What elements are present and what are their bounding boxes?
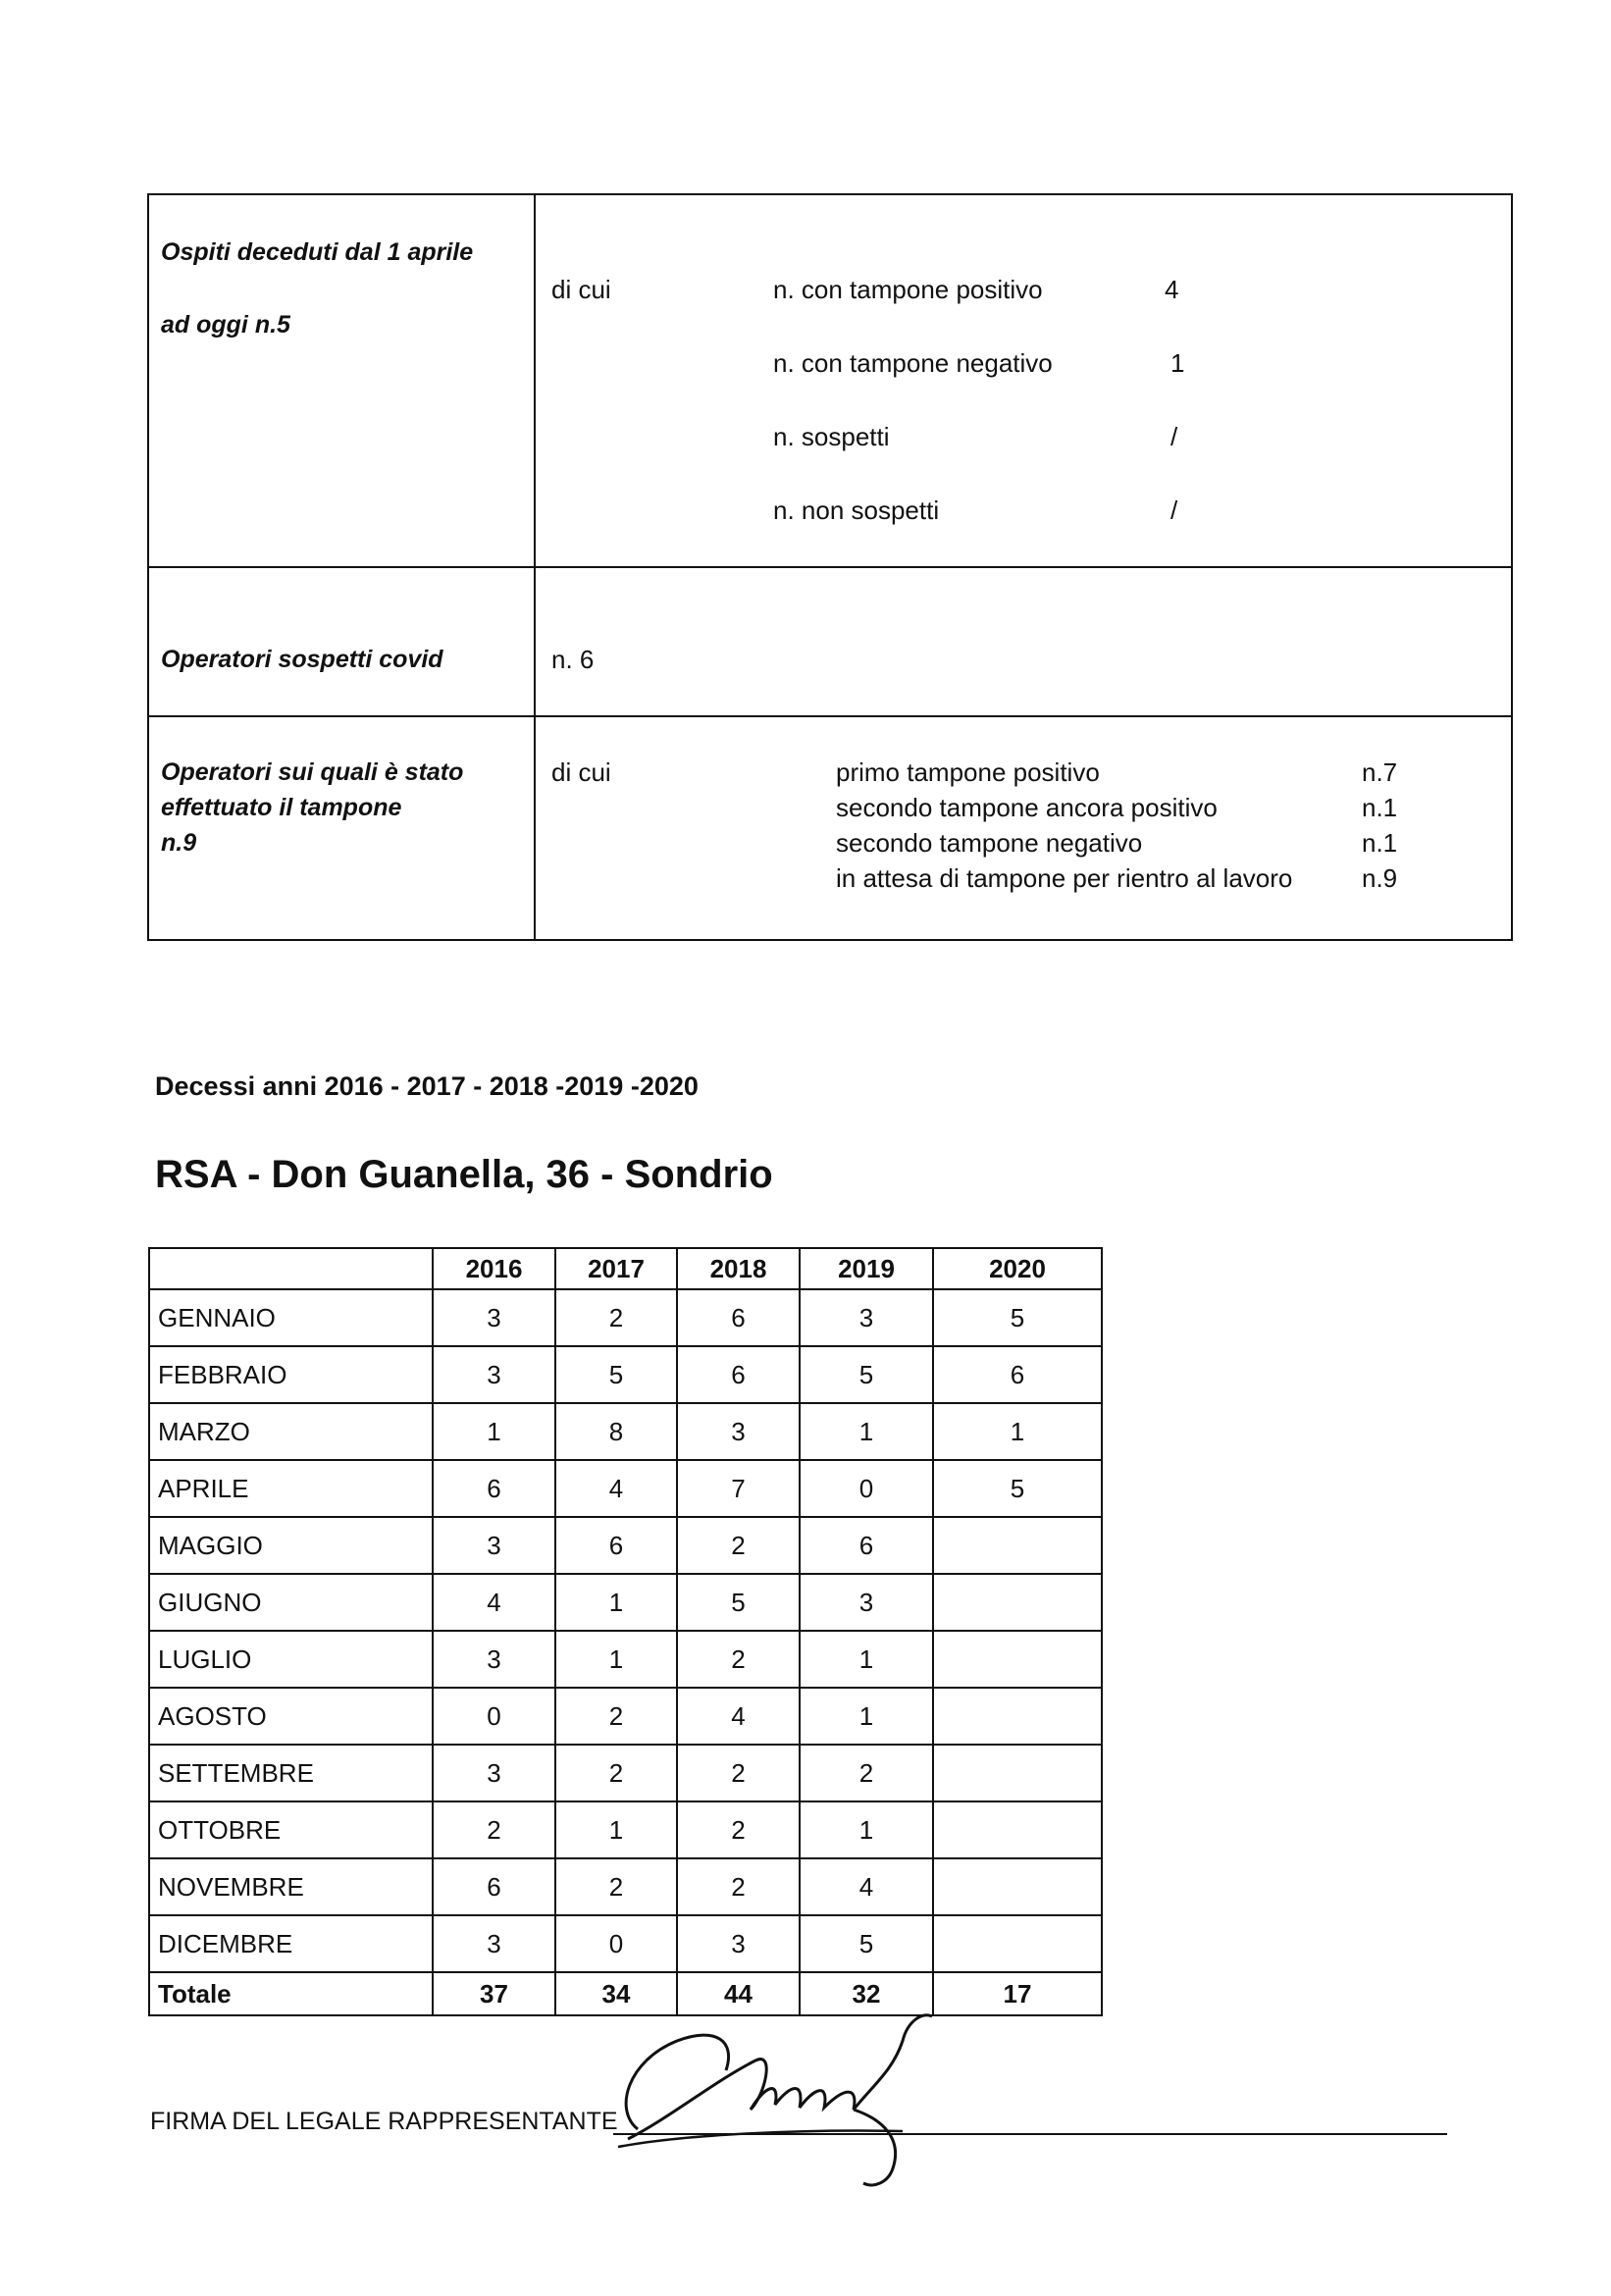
ospiti-item-label: n. con tampone positivo	[773, 275, 1043, 304]
tampone-item-label: in attesa di tampone per rientro al lavoro	[836, 863, 1293, 893]
value-cell: 3	[677, 1403, 800, 1460]
value-cell: 1	[800, 1403, 933, 1460]
month-cell: SETTEMBRE	[149, 1745, 433, 1801]
tampone-item-value: n.9	[1362, 863, 1398, 893]
value-cell: 2	[677, 1801, 800, 1858]
value-cell	[933, 1688, 1102, 1745]
table-row	[149, 1460, 1102, 1517]
value-cell: 5	[800, 1915, 933, 1972]
ospiti-item-label: n. sospetti	[773, 422, 890, 451]
deaths-by-month-table	[148, 1247, 1103, 2016]
value-cell	[933, 1801, 1102, 1858]
table-row	[149, 1346, 1102, 1403]
header-year: 2019	[800, 1248, 933, 1289]
value-cell	[933, 1915, 1102, 1972]
row-divider	[149, 566, 1511, 568]
value-cell: 3	[433, 1346, 555, 1403]
value-cell: 2	[555, 1688, 677, 1745]
header-year: 2016	[433, 1248, 555, 1289]
value-cell: 2	[677, 1517, 800, 1574]
value-cell: 1	[555, 1574, 677, 1631]
value-cell: 1	[555, 1631, 677, 1688]
value-cell: 6	[555, 1517, 677, 1574]
value-cell: 0	[433, 1688, 555, 1745]
value-cell: 2	[800, 1745, 933, 1801]
table-header-row	[149, 1248, 1102, 1289]
month-cell: DICEMBRE	[149, 1915, 433, 1972]
di-cui-label: di cui	[551, 275, 611, 304]
header-year: 2017	[555, 1248, 677, 1289]
value-cell: 3	[677, 1915, 800, 1972]
value-cell: 4	[677, 1688, 800, 1745]
value-cell: 1	[555, 1801, 677, 1858]
decessi-heading: Decessi anni 2016 - 2017 - 2018 -2019 -2020	[155, 1071, 699, 1101]
value-cell: 5	[677, 1574, 800, 1631]
operatori-tampone-label-line2: effettuato il tampone	[161, 794, 402, 821]
table-row	[149, 1631, 1102, 1688]
value-cell: 4	[800, 1858, 933, 1915]
value-cell: 5	[933, 1289, 1102, 1346]
ospiti-item-value: /	[1170, 496, 1178, 525]
value-cell: 2	[555, 1745, 677, 1801]
value-cell	[933, 1631, 1102, 1688]
value-cell: 5	[933, 1460, 1102, 1517]
value-cell: 3	[800, 1289, 933, 1346]
operatori-tampone-label-line3: n.9	[161, 829, 197, 857]
operatori-sospetti-label: Operatori sospetti covid	[161, 646, 443, 673]
table-row	[149, 1403, 1102, 1460]
value-cell	[933, 1858, 1102, 1915]
rsa-heading: RSA - Don Guanella, 36 - Sondrio	[155, 1153, 773, 1196]
value-cell: 3	[433, 1289, 555, 1346]
month-cell: MAGGIO	[149, 1517, 433, 1574]
total-cell: 37	[433, 1972, 555, 2015]
value-cell: 1	[800, 1688, 933, 1745]
value-cell: 6	[433, 1858, 555, 1915]
header-cell-empty	[149, 1248, 433, 1289]
tampone-item-label: secondo tampone ancora positivo	[836, 793, 1218, 822]
value-cell: 2	[677, 1858, 800, 1915]
table-row	[149, 1517, 1102, 1574]
ospiti-item-label: n. non sospetti	[773, 496, 940, 525]
header-year: 2020	[933, 1248, 1102, 1289]
value-cell: 1	[800, 1631, 933, 1688]
value-cell: 3	[433, 1745, 555, 1801]
table-row	[149, 1289, 1102, 1346]
table-row	[149, 1745, 1102, 1801]
ospiti-item-value: 1	[1170, 348, 1185, 378]
table-row	[149, 1688, 1102, 1745]
total-cell: 32	[800, 1972, 933, 2015]
value-cell: 2	[555, 1858, 677, 1915]
value-cell: 1	[800, 1801, 933, 1858]
value-cell: 0	[555, 1915, 677, 1972]
tampone-item-label: primo tampone positivo	[836, 757, 1100, 787]
month-cell: LUGLIO	[149, 1631, 433, 1688]
value-cell: 3	[433, 1915, 555, 1972]
value-cell: 1	[433, 1403, 555, 1460]
value-cell: 2	[555, 1289, 677, 1346]
di-cui-label: di cui	[551, 757, 611, 787]
value-cell: 5	[555, 1346, 677, 1403]
month-cell: APRILE	[149, 1460, 433, 1517]
table-row	[149, 1801, 1102, 1858]
table-row	[149, 1574, 1102, 1631]
total-cell: 17	[933, 1972, 1102, 2015]
header-year: 2018	[677, 1248, 800, 1289]
handwritten-signature	[608, 2002, 961, 2198]
total-cell: 34	[555, 1972, 677, 2015]
tampone-item-value: n.7	[1362, 757, 1398, 787]
value-cell	[933, 1745, 1102, 1801]
ospiti-label-line1: Ospiti deceduti dal 1 aprile	[161, 238, 474, 266]
table-row	[149, 1915, 1102, 1972]
month-cell: FEBBRAIO	[149, 1346, 433, 1403]
value-cell: 3	[800, 1574, 933, 1631]
value-cell: 4	[433, 1574, 555, 1631]
value-cell: 2	[433, 1801, 555, 1858]
total-cell: 44	[677, 1972, 800, 2015]
value-cell: 6	[933, 1346, 1102, 1403]
ospiti-item-value: 4	[1165, 275, 1179, 304]
tampone-item-label: secondo tampone negativo	[836, 828, 1143, 858]
month-cell: NOVEMBRE	[149, 1858, 433, 1915]
row-divider	[149, 715, 1511, 717]
value-cell: 2	[677, 1745, 800, 1801]
value-cell: 6	[677, 1346, 800, 1403]
value-cell: 6	[677, 1289, 800, 1346]
value-cell: 8	[555, 1403, 677, 1460]
month-cell: OTTOBRE	[149, 1801, 433, 1858]
value-cell: 6	[433, 1460, 555, 1517]
value-cell	[933, 1517, 1102, 1574]
ospiti-item-label: n. con tampone negativo	[773, 348, 1053, 378]
operatori-sospetti-value: n. 6	[551, 645, 595, 674]
signature-label: FIRMA DEL LEGALE RAPPRESENTANTE	[150, 2108, 618, 2135]
total-label: Totale	[149, 1972, 433, 2015]
table-row	[149, 1858, 1102, 1915]
top-summary-table	[147, 193, 1513, 941]
value-cell: 0	[800, 1460, 933, 1517]
month-cell: GIUGNO	[149, 1574, 433, 1631]
value-cell: 2	[677, 1631, 800, 1688]
value-cell: 3	[433, 1631, 555, 1688]
value-cell	[933, 1574, 1102, 1631]
month-cell: MARZO	[149, 1403, 433, 1460]
ospiti-item-value: /	[1170, 422, 1178, 451]
value-cell: 4	[555, 1460, 677, 1517]
tampone-item-value: n.1	[1362, 793, 1398, 822]
value-cell: 7	[677, 1460, 800, 1517]
month-cell: AGOSTO	[149, 1688, 433, 1745]
month-cell: GENNAIO	[149, 1289, 433, 1346]
value-cell: 6	[800, 1517, 933, 1574]
value-cell: 1	[933, 1403, 1102, 1460]
value-cell: 3	[433, 1517, 555, 1574]
tampone-item-value: n.1	[1362, 828, 1398, 858]
operatori-tampone-label-line1: Operatori sui quali è stato	[161, 758, 464, 786]
value-cell: 5	[800, 1346, 933, 1403]
ospiti-label-line2: ad oggi n.5	[161, 311, 290, 339]
